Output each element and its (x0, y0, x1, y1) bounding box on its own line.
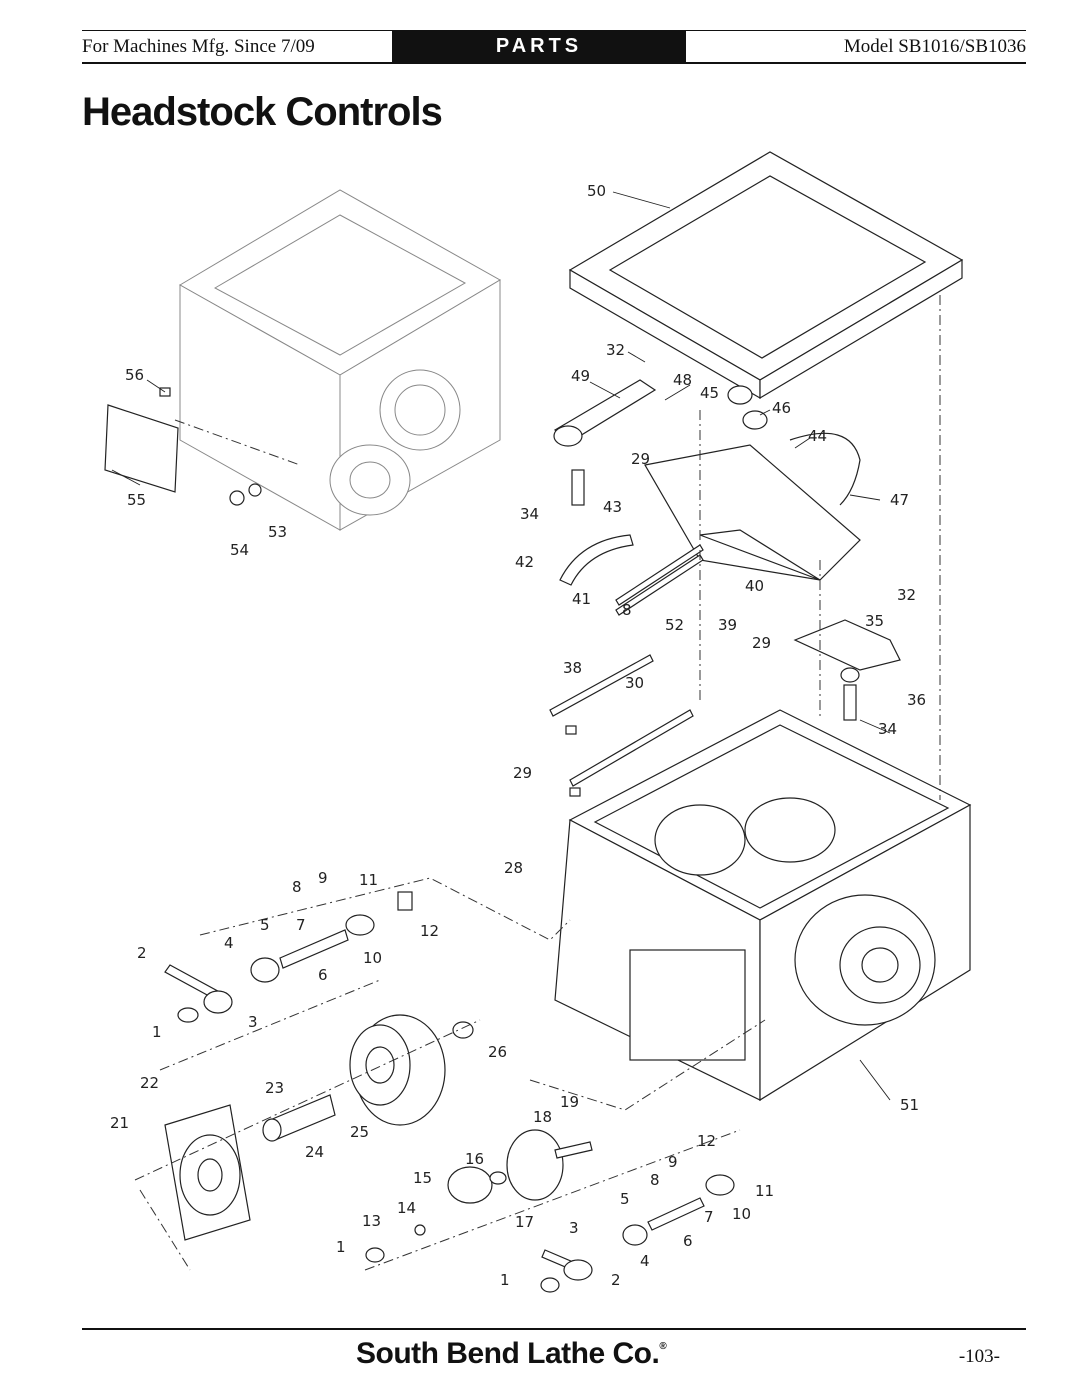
ghost-headstock-housing (180, 190, 500, 530)
callout: 5 (620, 1190, 630, 1208)
header-section-tab: PARTS (392, 30, 686, 63)
callout: 43 (603, 498, 623, 516)
top-cover-part-50 (570, 152, 962, 398)
callout: 11 (755, 1182, 775, 1200)
callout: 9 (668, 1153, 678, 1171)
callout: 45 (700, 384, 720, 402)
callout: 28 (504, 859, 524, 877)
callout: 35 (865, 612, 885, 630)
callout: 32 (606, 341, 626, 359)
pulley-drum-part-25 (350, 1015, 473, 1125)
callout: 26 (488, 1043, 508, 1061)
callout: 30 (625, 674, 645, 692)
callout: 2 (137, 944, 147, 962)
callout: 7 (704, 1208, 714, 1226)
callout: 3 (248, 1013, 258, 1031)
callout: 19 (560, 1093, 580, 1111)
header-bottom-rule (82, 62, 1026, 64)
callout: 51 (900, 1096, 920, 1114)
callout: 9 (318, 869, 328, 887)
callout: 34 (878, 720, 898, 738)
page-header (82, 30, 1026, 64)
callout: 11 (359, 871, 379, 889)
callout: 5 (260, 916, 270, 934)
shift-linkage-assembly (554, 380, 900, 720)
callout: 4 (640, 1252, 650, 1270)
bearing-housing-part-22 (165, 1095, 335, 1240)
callout: 15 (413, 1169, 433, 1187)
callout: 39 (718, 616, 738, 634)
callout: 34 (520, 505, 540, 523)
callout: 29 (513, 764, 533, 782)
callout: 29 (752, 634, 772, 652)
callout: 25 (350, 1123, 370, 1141)
callout: 10 (732, 1205, 752, 1223)
feed-control-handwheel-group (366, 1130, 734, 1292)
callout: 1 (336, 1238, 346, 1256)
registered-mark: ® (659, 1341, 667, 1352)
callout: 6 (318, 966, 328, 984)
header-model: Model SB1016/SB1036 (843, 36, 1026, 57)
callout: 32 (897, 586, 917, 604)
callout: 49 (571, 367, 591, 385)
callout: 56 (125, 366, 145, 384)
callout: 16 (465, 1150, 485, 1168)
page-number: -103- (958, 1346, 1000, 1367)
callout: 46 (772, 399, 792, 417)
callout: 40 (745, 577, 765, 595)
footer-rule (82, 1328, 1026, 1330)
callout: 24 (305, 1143, 325, 1161)
callout: 23 (265, 1079, 285, 1097)
callout: 18 (533, 1108, 553, 1126)
header-machines-note: For Machines Mfg. Since 7/09 (82, 36, 315, 57)
callout: 6 (683, 1232, 693, 1250)
callout: 38 (563, 659, 583, 677)
callout: 8 (292, 878, 302, 896)
callout: 21 (110, 1114, 130, 1132)
callout: 54 (230, 541, 250, 559)
exploded-parts-diagram (100, 140, 980, 1310)
callout: 17 (515, 1213, 535, 1231)
callout: 36 (907, 691, 927, 709)
callout: 47 (890, 491, 910, 509)
callout: 55 (127, 491, 147, 509)
callout: 52 (665, 616, 685, 634)
page-title: Headstock Controls (82, 90, 442, 134)
brand-name: South Bend Lathe Co. (356, 1337, 660, 1370)
callout: 50 (587, 182, 607, 200)
callout: 29 (631, 450, 651, 468)
callout: 42 (515, 553, 535, 571)
callout: 41 (572, 590, 592, 608)
callout: 3 (569, 1219, 579, 1237)
callout: 1 (152, 1023, 162, 1041)
callout: 13 (362, 1212, 382, 1230)
callout: 8 (622, 601, 632, 619)
callout: 12 (420, 922, 440, 940)
callout: 8 (650, 1171, 660, 1189)
callout: 10 (363, 949, 383, 967)
callout: 1 (500, 1271, 510, 1289)
brand-logo (356, 1337, 666, 1371)
callout: 2 (611, 1271, 621, 1289)
callout: 53 (268, 523, 288, 541)
callout: 48 (673, 371, 693, 389)
callout: 22 (140, 1074, 160, 1092)
callout: 12 (697, 1132, 717, 1150)
headstock-housing-part-51 (555, 710, 970, 1100)
callout: 7 (296, 916, 306, 934)
callout: 4 (224, 934, 234, 952)
callout: 44 (808, 427, 828, 445)
callout: 14 (397, 1199, 417, 1217)
